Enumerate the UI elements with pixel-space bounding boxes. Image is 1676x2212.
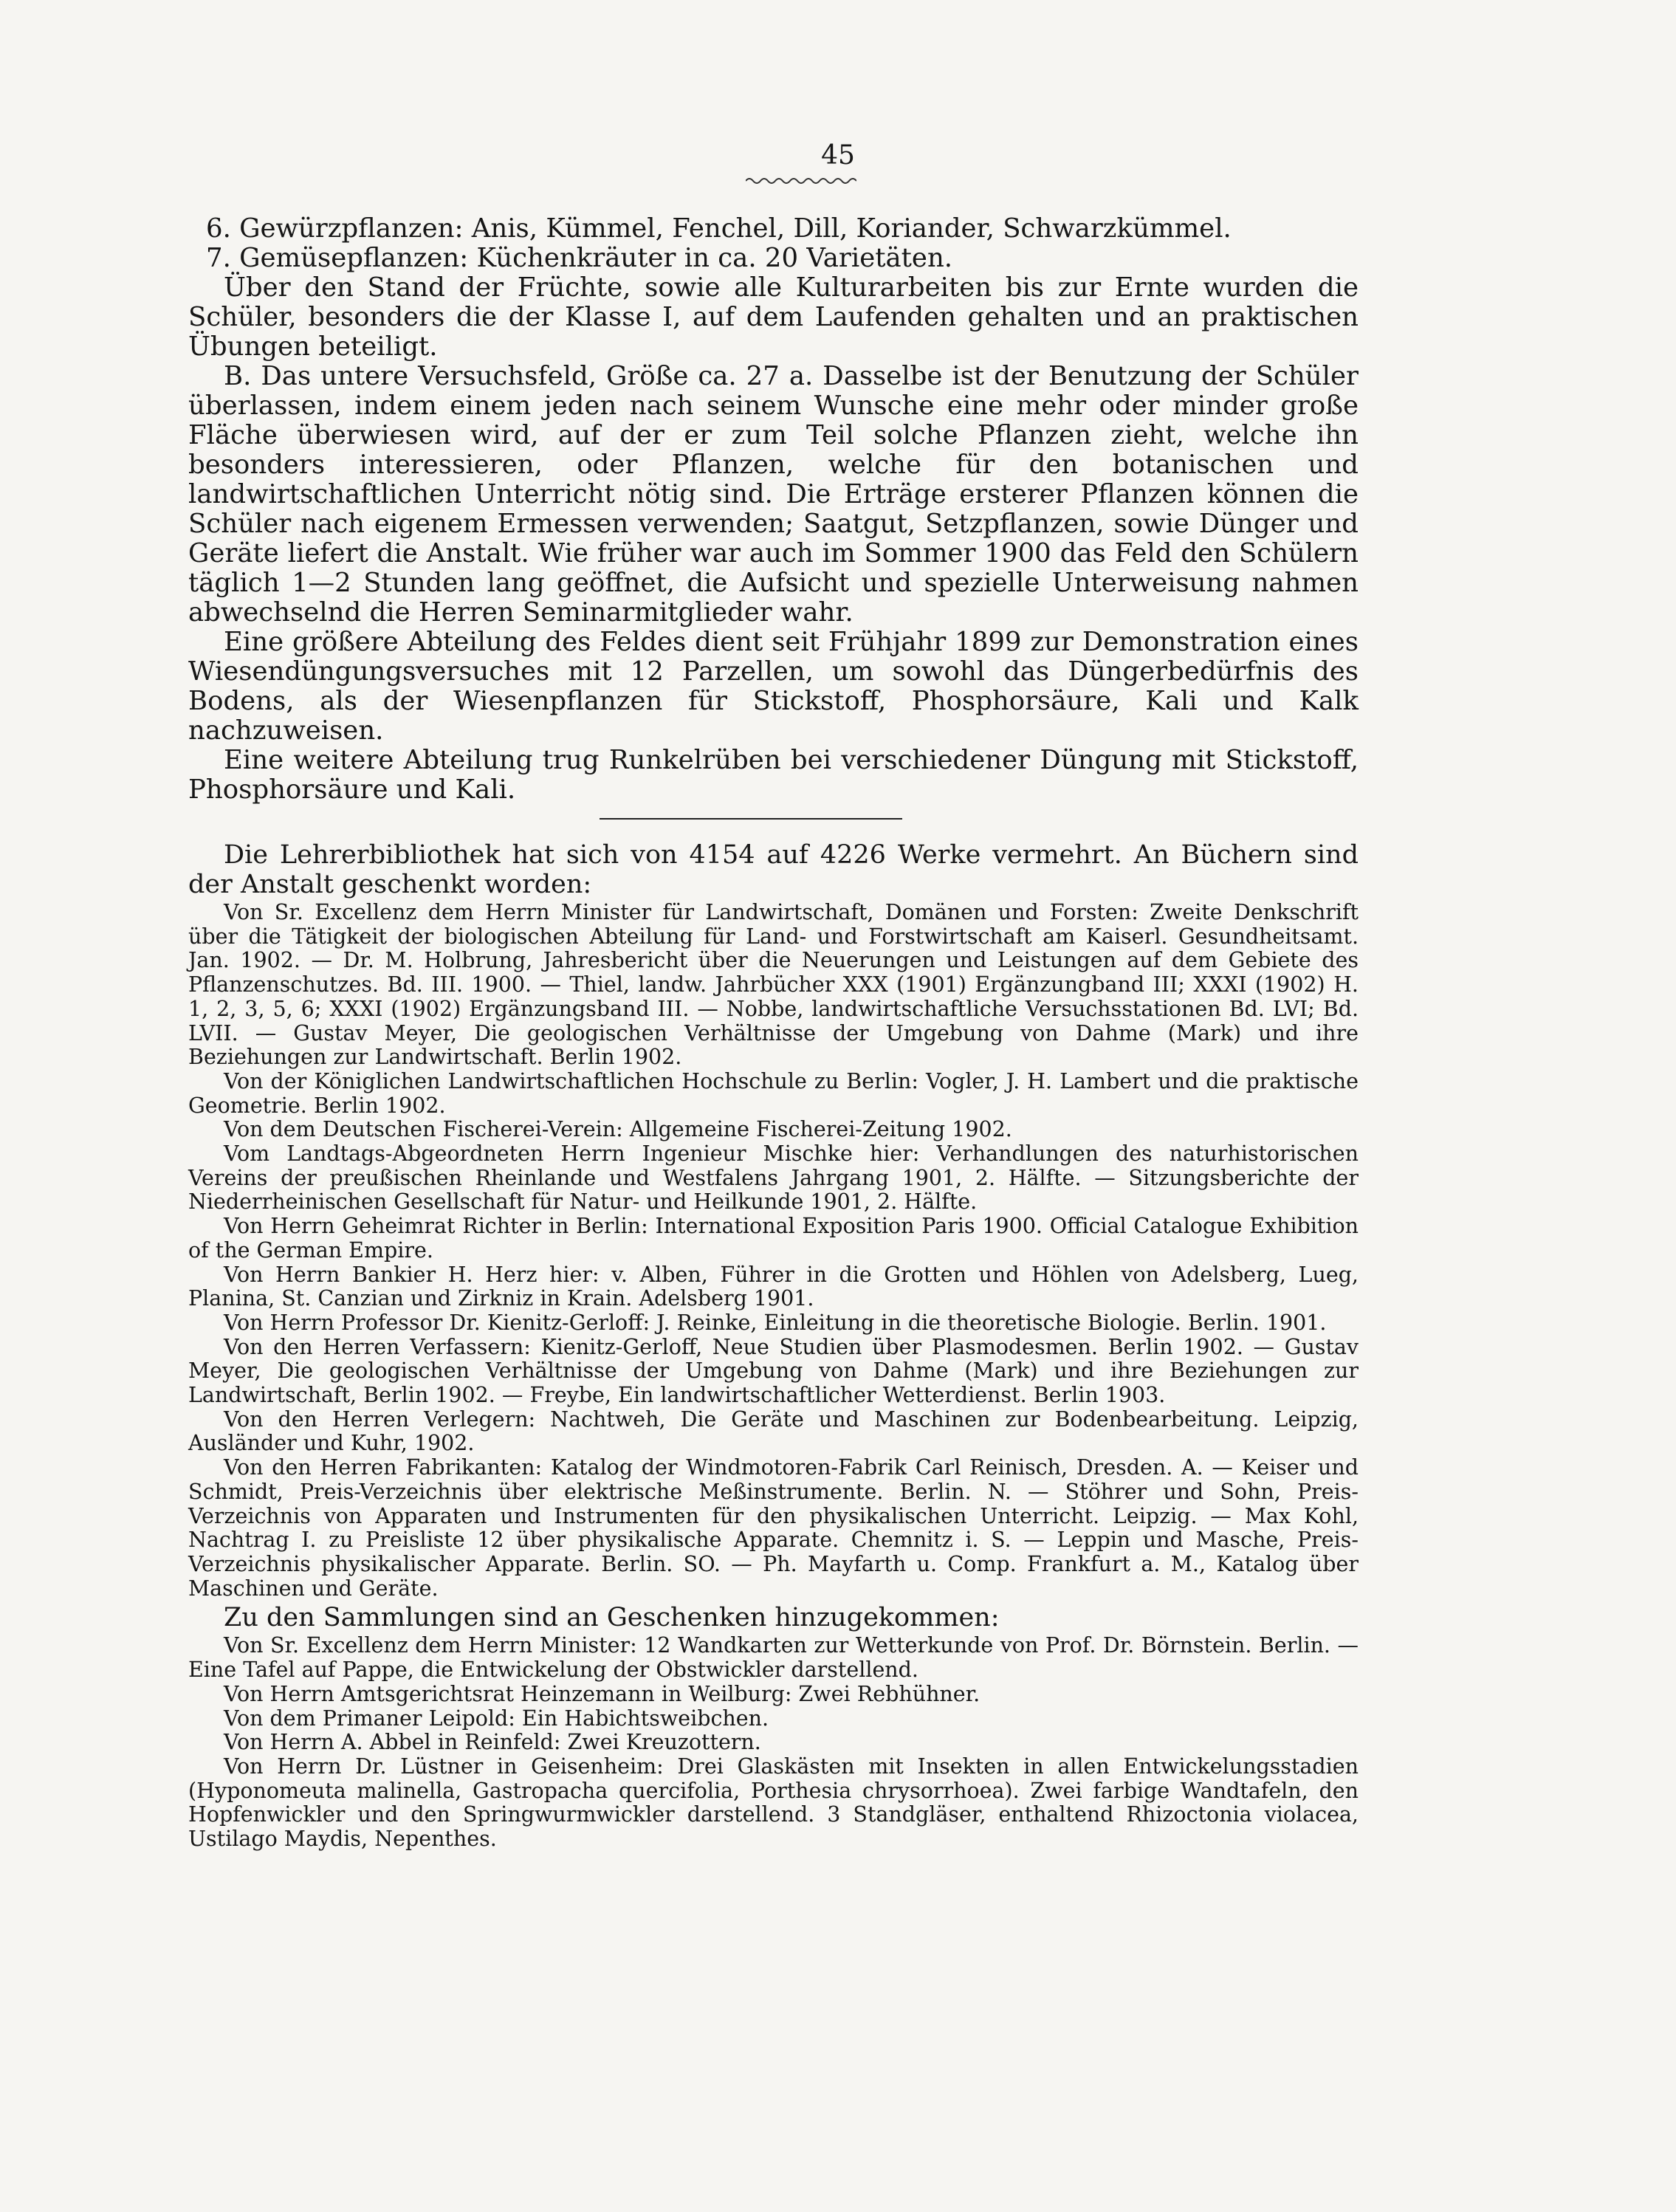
library-entry: Von Herrn Bankier H. Herz hier: v. Alben, Führer in die Grotten und Höhlen von Adelsberg, Lueg, Planina, St. Canzian und Zirkniz in Krain. Adelsberg 1901. — [188, 1262, 1359, 1311]
collection-entry: Von Sr. Excellenz dem Herrn Minister: 12 Wandkarten zur Wetterkunde von Prof. Dr. Börnstein. Berlin. — Eine Tafel auf Pappe, die Entwickelung der Obstwickler darstellend. — [188, 1633, 1359, 1683]
page-number: 45 — [821, 140, 855, 171]
library-entry: Von Herrn Professor Dr. Kienitz-Gerloff: J. Reinke, Einleitung in die theoretische Biologie. Berlin. 1901. — [224, 1310, 1327, 1335]
library-intro: Die Lehrerbibliothek hat sich von 4154 auf 4226 Werke vermehrt. An Büchern sind der Anstalt geschenkt worden: — [188, 840, 1359, 899]
collections-intro: Zu den Sammlungen sind an Geschenken hinzugekommen: — [224, 1603, 1000, 1633]
donations-section — [188, 840, 1359, 1852]
library-entry: Von den Herren Verfassern: Kienitz-Gerloff, Neue Studien über Plasmodesmen. Berlin 1902. — Gustav Meyer, Die geologischen Verhältnisse der Umgebung von Dahme (Mark) und ihre Beziehungen zur Landwirtschaft, Berlin 1902. — Freybe, Ein landwirtschaftlicher Wetterdienst. Berlin 1903. — [188, 1334, 1359, 1408]
library-entry: Von Herrn Geheimrat Richter in Berlin: International Exposition Paris 1900. Official Catalogue Exhibition of the German Empire. — [188, 1214, 1359, 1263]
collection-entry: Von dem Primaner Leipold: Ein Habichtsweibchen. — [224, 1706, 769, 1731]
library-entry: Von Sr. Excellenz dem Herrn Minister für Landwirtschaft, Domänen und Forsten: Zweite Denkschrift über die Tätigkeit der biologischen Abteilung für Land- und Forstwirtschaft am Kaiserl. Gesundheitsamt. Jan. 1902. — Dr. M. Holbrung, Jahresbericht über die Neuerungen und Leistungen auf dem Gebiete des Pflanzenschutzes. Bd. III. 1900. — Thiel, landw. Jahrbücher XXX (1901) Ergänzungband III; XXXI (1902) H. 1, 2, 3, 5, 6; XXXI (1902) Ergänzungsband III. — Nobbe, landwirtschaftliche Versuchsstationen Bd. LVI; Bd. LVII. — Gustav Meyer, Die geologischen Verhältnisse der Umgebung von Dahme (Mark) und ihre Beziehungen zur Landwirtschaft. Berlin 1902. — [188, 900, 1359, 1070]
collection-entry: Von Herrn A. Abbel in Reinfeld: Zwei Kreuzottern. — [224, 1730, 761, 1755]
collection-entry: Von Herrn Dr. Lüstner in Geisenheim: Drei Glaskästen mit Insekten in allen Entwickelungsstadien (Hyponomeuta malinella, Gastropacha quercifolia, Porthesia chrysorrhoea). Zwei farbige Wandtafeln, den Hopfenwickler und den Springwurmwickler darstellend. 3 Standgläser, enthaltend Rhizoctonia violacea, Ustilago Maydis, Nepenthes. — [188, 1754, 1359, 1852]
section-divider — [600, 818, 902, 820]
paragraph-beet-fertilization: Eine weitere Abteilung trug Runkelrüben bei verschiedener Düngung mit Stickstoff, Phosphorsäure und Kali. — [188, 745, 1359, 805]
upper-text-block — [188, 214, 1359, 805]
paragraph-meadow-fertilization: Eine größere Abteilung des Feldes dient seit Frühjahr 1899 zur Demonstration eines Wiesendüngungsversuches mit 12 Parzellen, um sowohl das Düngerbedürfnis des Bodens, als der Wiesenpflanzen für Stickstoff, Phosphorsäure, Kali und Kalk nachzuweisen. — [188, 627, 1359, 746]
library-entry: Von den Herren Verlegern: Nachtweh, Die Geräte und Maschinen zur Bodenbearbeitung. Leipzig, Ausländer und Kuhr, 1902. — [188, 1406, 1359, 1456]
decorative-wave-rule — [746, 176, 856, 186]
library-entry: Vom Landtags-Abgeordneten Herrn Ingenieur Mischke hier: Verhandlungen des naturhistorischen Vereins der preußischen Rheinlande und Westfalens Jahrgang 1901, 2. Hälfte. — Sitzungsberichte der Niederrheinischen Gesellschaft für Natur- und Heilkunde 1901, 2. Hälfte. — [188, 1141, 1359, 1215]
list-item-vegetables: 7. Gemüsepflanzen: Küchenkräuter in ca. 20 Varietäten. — [206, 243, 953, 273]
list-item-spices: 6. Gewürzpflanzen: Anis, Kümmel, Fenchel, Dill, Koriander, Schwarzkümmel. — [206, 213, 1232, 244]
library-entry: Von dem Deutschen Fischerei-Verein: Allgemeine Fischerei-Zeitung 1902. — [224, 1117, 1012, 1142]
paragraph-lower-test-field: B. Das untere Versuchsfeld, Größe ca. 27 a. Dasselbe ist der Benutzung der Schüler überlassen, indem einem jeden nach seinem Wunsche eine mehr oder minder große Fläche überwiesen wird, auf der er zum Teil solche Pflanzen zieht, welche ihn besonders interessieren, oder Pflanzen, welche für den botanischen und landwirtschaftlichen Unterricht nötig sind. Die Erträge ersterer Pflanzen können die Schüler nach eigenem Ermessen verwenden; Saatgut, Setzpflanzen, sowie Dünger und Geräte liefert die Anstalt. Wie früher war auch im Sommer 1900 das Feld den Schülern täglich 1—2 Stunden lang geöffnet, die Aufsicht und spezielle Unterweisung nahmen abwechselnd die Herren Seminarmitglieder wahr. — [188, 361, 1359, 628]
library-entry: Von den Herren Fabrikanten: Katalog der Windmotoren-Fabrik Carl Reinisch, Dresden. A. — Keiser und Schmidt, Preis-Verzeichnis über elektrische Meßinstrumente. Berlin. N. — Stöhrer und Sohn, Preis-Verzeichnis von Apparaten und Instrumenten für den physikalischen Unterricht. Leipzig. — Max Kohl, Nachtrag I. zu Preisliste 12 über physikalische Apparate. Chemnitz i. S. — Leppin und Masche, Preis-Verzeichnis physikalischer Apparate. Berlin. SO. — Ph. Mayfarth u. Comp. Frankfurt a. M., Katalog über Maschinen und Geräte. — [188, 1455, 1359, 1601]
library-entry: Von der Königlichen Landwirtschaftlichen Hochschule zu Berlin: Vogler, J. H. Lambert und die praktische Geometrie. Berlin 1902. — [188, 1068, 1359, 1118]
paragraph-crop-status: Über den Stand der Früchte, sowie alle Kulturarbeiten bis zur Ernte wurden die Schüler, besonders die der Klasse I, auf dem Laufenden gehalten und an praktischen Übungen beteiligt. — [188, 272, 1359, 362]
collection-entry: Von Herrn Amtsgerichtsrat Heinzemann in Weilburg: Zwei Rebhühner. — [224, 1681, 980, 1706]
